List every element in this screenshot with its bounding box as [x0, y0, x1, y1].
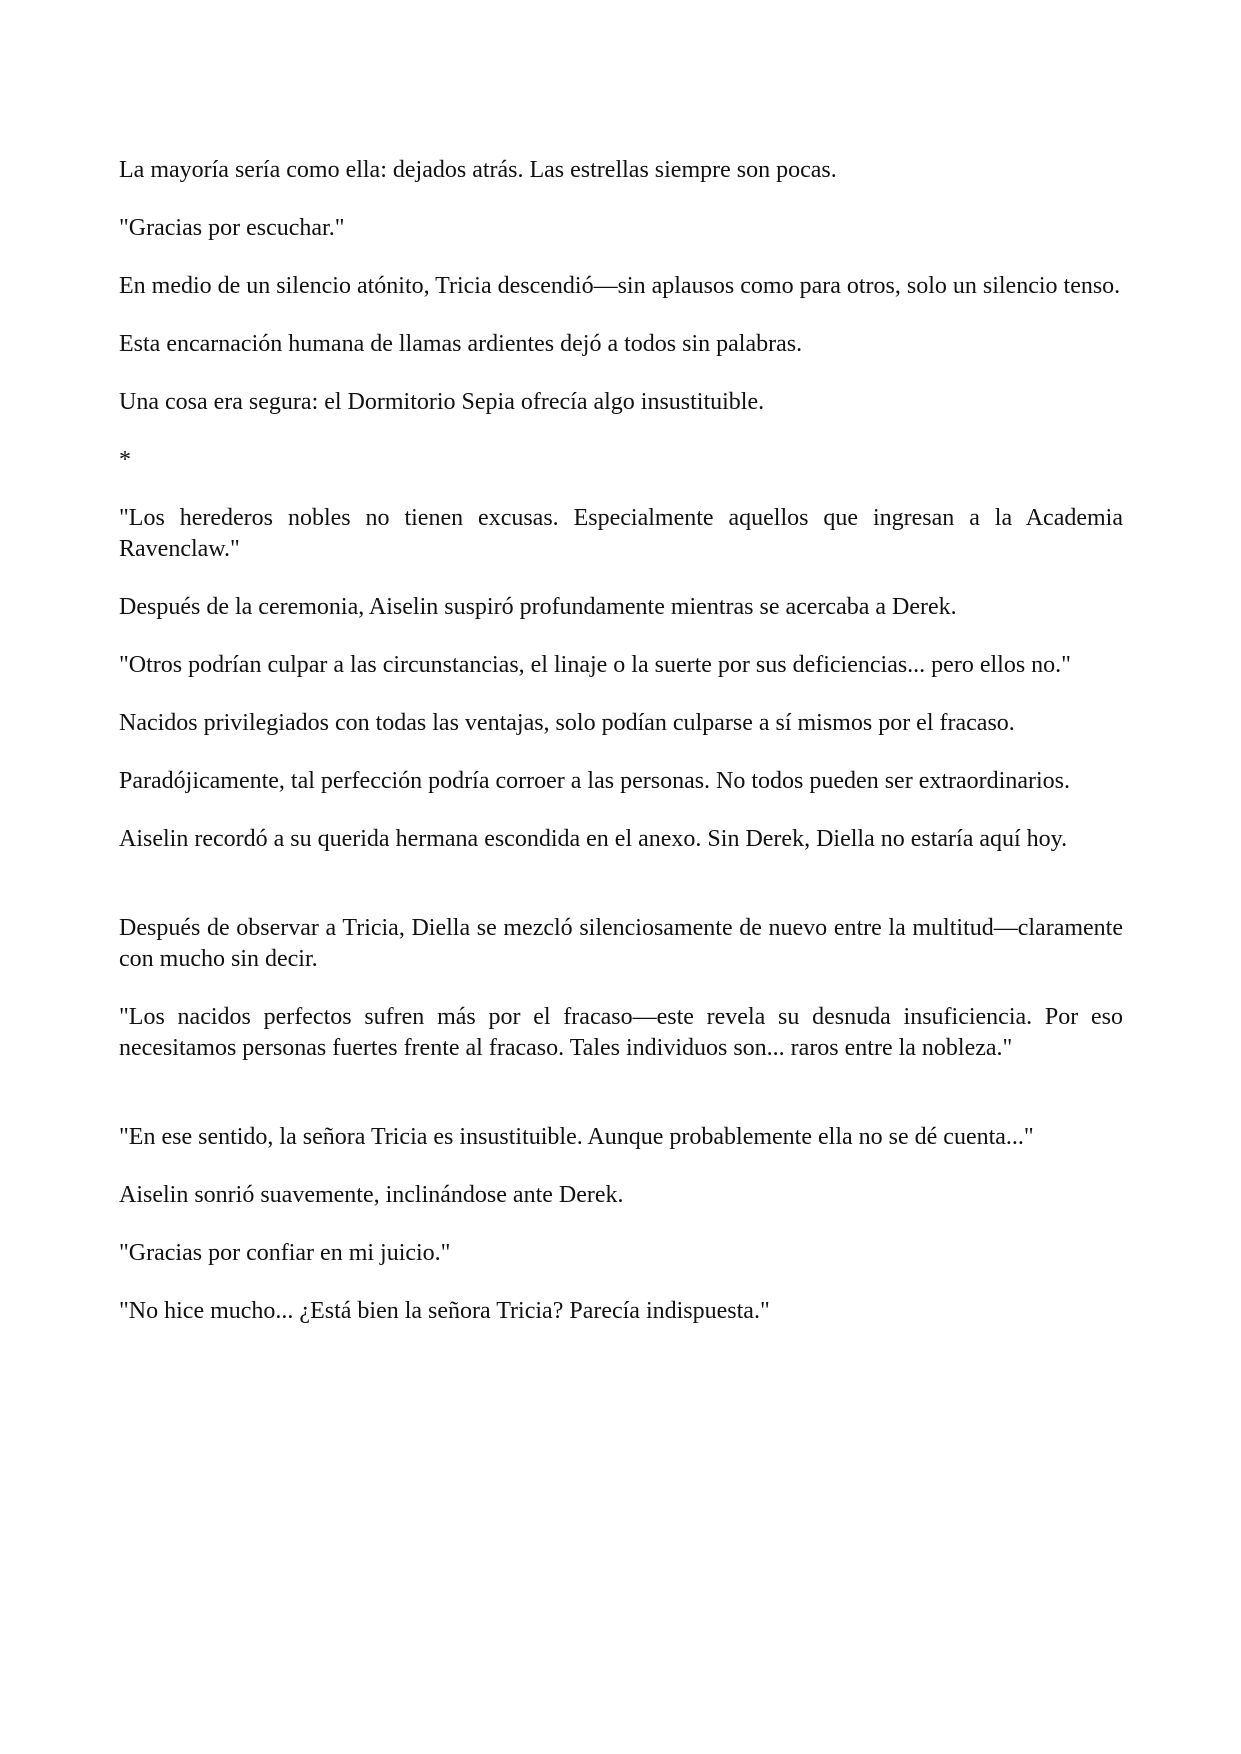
paragraph: Después de la ceremonia, Aiselin suspiró profundamente mientras se acercaba a Derek. [119, 594, 957, 620]
paragraph: "Los herederos nobles no tienen excusas. Especialmente aquellos que ingresan a la Academia Ravenclaw." [119, 505, 1123, 562]
paragraph: "No hice mucho... ¿Está bien la señora Tricia? Parecía indispuesta." [119, 1298, 770, 1324]
paragraph: "En ese sentido, la señora Tricia es insustituible. Aunque probablemente ella no se dé cuenta..." [119, 1124, 1034, 1150]
paragraph: Esta encarnación humana de llamas ardientes dejó a todos sin palabras. [119, 331, 803, 357]
paragraph: Paradójicamente, tal perfección podría corroer a las personas. No todos pueden ser extraordinarios. [119, 768, 1070, 794]
body-text [119, 155, 1123, 1327]
paragraph: "Otros podrían culpar a las circunstancias, el linaje o la suerte por sus deficiencias... pero ellos no." [119, 652, 1071, 678]
paragraph: Aiselin recordó a su querida hermana escondida en el anexo. Sin Derek, Diella no estaría aquí hoy. [119, 826, 1068, 852]
paragraph: Nacidos privilegiados con todas las ventajas, solo podían culparse a sí mismos por el fracaso. [119, 710, 1015, 736]
paragraph: "Gracias por escuchar." [119, 215, 345, 241]
paragraph: En medio de un silencio atónito, Tricia descendió—sin aplausos como para otros, solo un silencio tenso. [119, 273, 1121, 299]
paragraph: Una cosa era segura: el Dormitorio Sepia ofrecía algo insustituible. [119, 389, 765, 415]
paragraph: Aiselin sonrió suavemente, inclinándose ante Derek. [119, 1182, 624, 1208]
paragraph: La mayoría sería como ella: dejados atrás. Las estrellas siempre son pocas. [119, 157, 837, 183]
paragraph: "Gracias por confiar en mi juicio." [119, 1240, 451, 1266]
paragraph: Después de observar a Tricia, Diella se mezcló silenciosamente de nuevo entre la multitud—claramente con mucho sin decir. [119, 915, 1123, 972]
scene-break: * [119, 447, 131, 473]
paragraph: "Los nacidos perfectos sufren más por el fracaso—este revela su desnuda insuficiencia. Por eso necesitamos personas fuertes frente al fracaso. Tales individuos son... raros entre la nobleza." [119, 1004, 1123, 1061]
